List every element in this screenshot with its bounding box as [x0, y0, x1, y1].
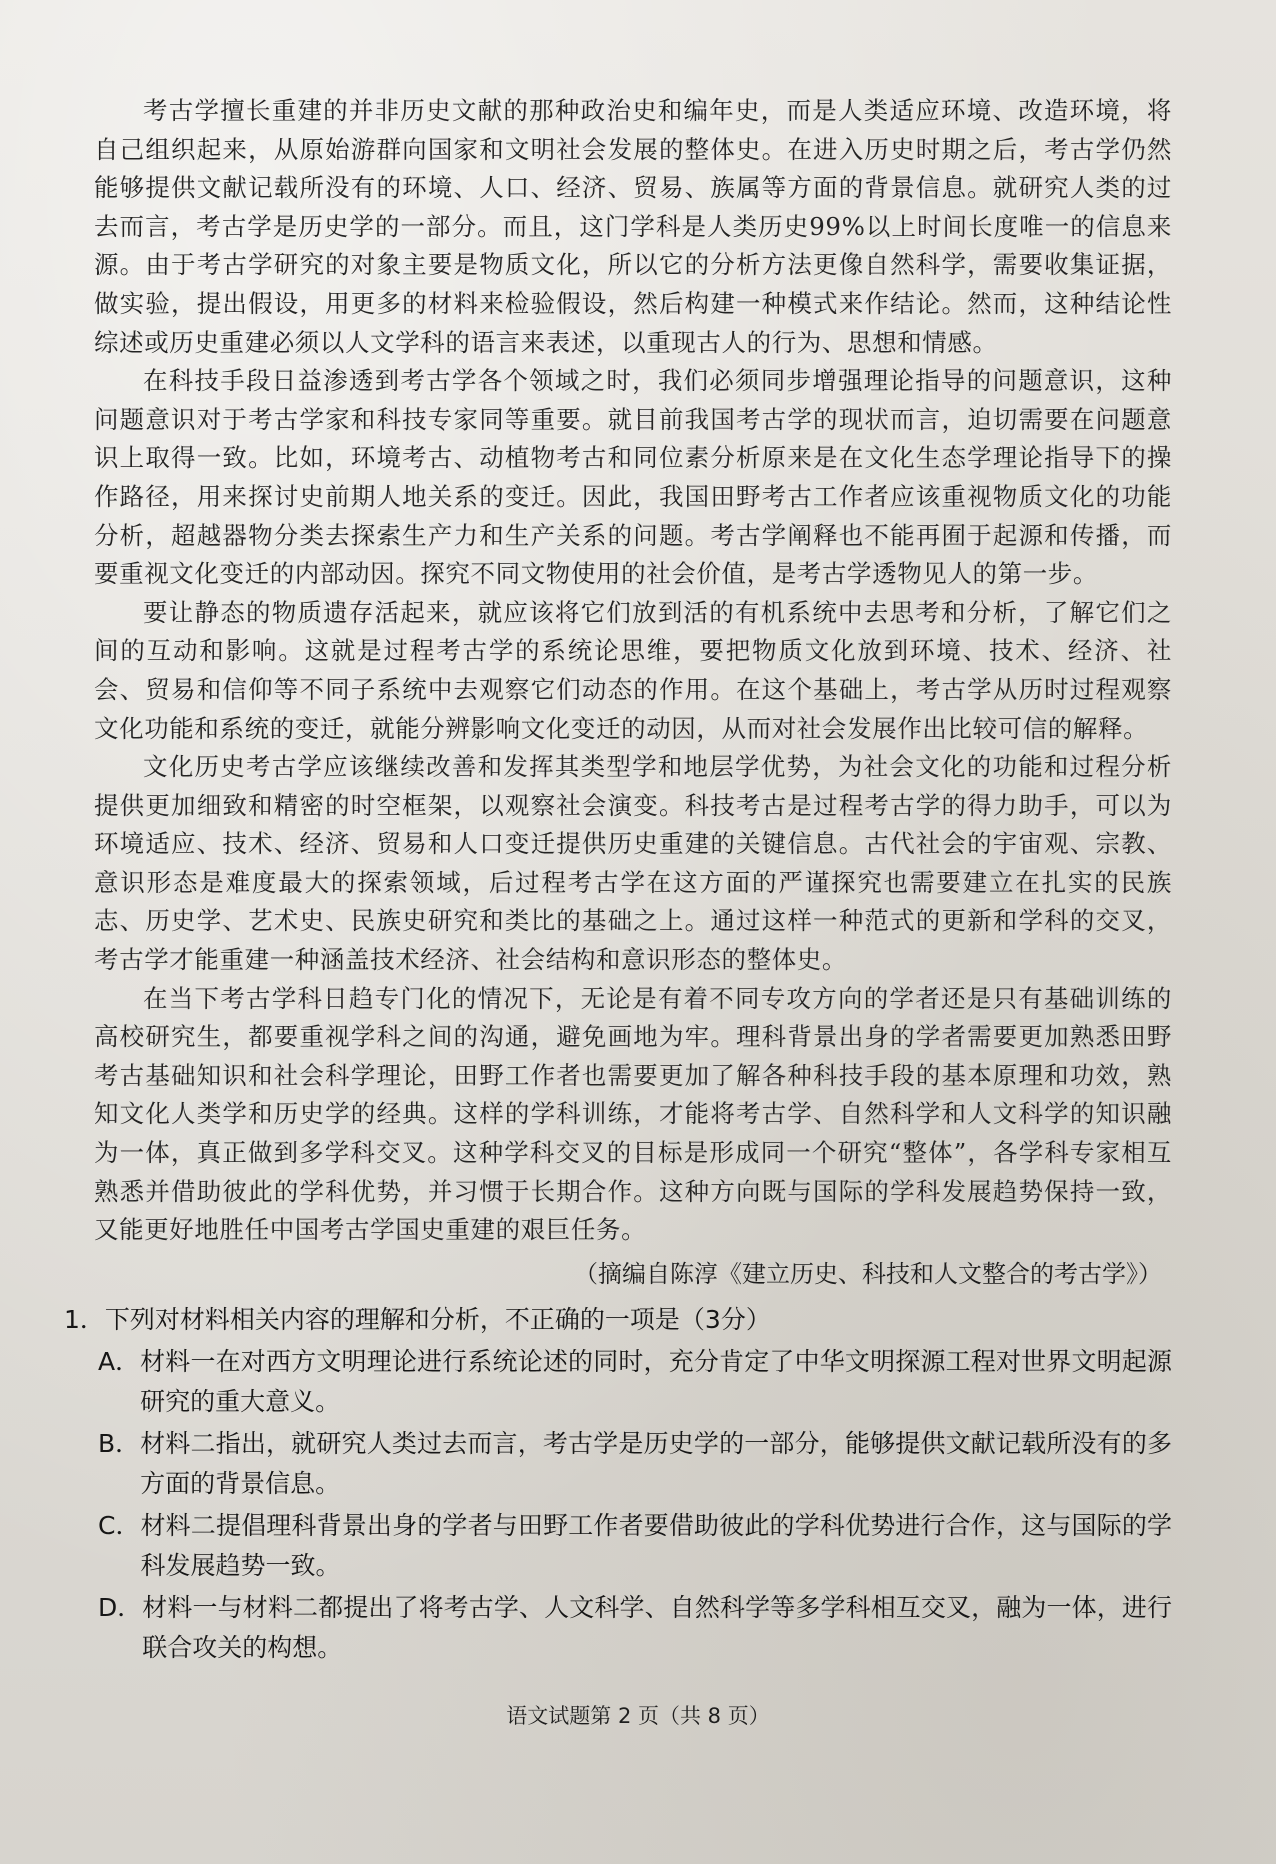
- passage-paragraph-2: 在科技手段日益渗透到考古学各个领域之时，我们必须同步增强理论指导的问题意识，这种问题意识对于考古学家和科技专家同等重要。就目前我国考古学的现状而言，迫切需要在问题意识上取得一致。比如，环境考古、动植物考古和同位素分析原来是在文化生态学理论指导下的操作路径，用来探讨史前期人地关系的变迁。因此，我国田野考古工作者应该重视物质文化的功能分析，超越器物分类去探索生产力和生产关系的问题。考古学阐释也不能再囿于起源和传播，而要重视文化变迁的内部动因。探究不同文物使用的社会价值，是考古学透物见人的第一步。: [94, 366, 1172, 589]
- question-stem: 1．下列对材料相关内容的理解和分析，不正确的一项是（3分）: [64, 1304, 771, 1334]
- option-text: 材料二指出，就研究人类过去而言，考古学是历史学的一部分，能够提供文献记载所没有的多方面的背景信息。: [140, 1428, 1172, 1498]
- option-a: [98, 1342, 1172, 1422]
- option-text: 材料一与材料二都提出了将考古学、人文科学、自然科学等多学科相互交叉，融为一体，进行联合攻关的构想。: [142, 1592, 1172, 1662]
- passage-source: （摘编自陈淳《建立历史、科技和人文整合的考古学》）: [574, 1259, 1162, 1288]
- option-letter: D．: [98, 1592, 143, 1622]
- option-letter: C．: [98, 1510, 141, 1540]
- option-text: 材料二提倡理科背景出身的学者与田野工作者要借助彼此的学科优势进行合作，这与国际的学科发展趋势一致。: [140, 1510, 1172, 1580]
- page-footer: 语文试题第 2 页（共 8 页）: [506, 1704, 770, 1728]
- option-letter: A．: [98, 1346, 141, 1376]
- option-b: [98, 1424, 1172, 1504]
- passage-paragraph-3: 要让静态的物质遗存活起来，就应该将它们放到活的有机系统中去思考和分析，了解它们之间的互动和影响。这就是过程考古学的系统论思维，要把物质文化放到环境、技术、经济、社会、贸易和信仰等不同子系统中去观察它们动态的作用。在这个基础上，考古学从历时过程观察文化功能和系统的变迁，就能分辨影响文化变迁的动因，从而对社会发展作出比较可信的解释。: [94, 597, 1172, 743]
- passage-paragraph-4: 文化历史考古学应该继续改善和发挥其类型学和地层学优势，为社会文化的功能和过程分析提供更加细致和精密的时空框架，以观察社会演变。科技考古是过程考古学的得力助手，可以为环境适应、技术、经济、贸易和人口变迁提供历史重建的关键信息。古代社会的宇宙观、宗教、意识形态是难度最大的探索领域，后过程考古学在这方面的严谨探究也需要建立在扎实的民族志、历史学、艺术史、民族史研究和类比的基础之上。通过这样一种范式的更新和学科的交叉，考古学才能重建一种涵盖技术经济、社会结构和意识形态的整体史。: [94, 752, 1172, 975]
- passage-paragraph-1: 考古学擅长重建的并非历史文献的那种政治史和编年史，而是人类适应环境、改造环境，将自己组织起来，从原始游群向国家和文明社会发展的整体史。在进入历史时期之后，考古学仍然能够提供文献记载所没有的环境、人口、经济、贸易、族属等方面的背景信息。就研究人类的过去而言，考古学是历史学的一部分。而且，这门学科是人类历史99%以上时间长度唯一的信息来源。由于考古学研究的对象主要是物质文化，所以它的分析方法更像自然科学，需要收集证据，做实验，提出假设，用更多的材料来检验假设，然后构建一种模式来作结论。然而，这种结论性综述或历史重建必须以人文学科的语言来表述，以重现古人的行为、思想和情感。: [94, 96, 1172, 357]
- option-d: [98, 1588, 1172, 1668]
- passage-paragraph-5: 在当下考古学科日趋专门化的情况下，无论是有着不同专攻方向的学者还是只有基础训练的高校研究生，都要重视学科之间的沟通，避免画地为牢。理科背景出身的学者需要更加熟悉田野考古基础知识和社会科学理论，田野工作者也需要更加了解各种科技手段的基本原理和功效，熟知文化人类学和历史学的经典。这样的学科训练，才能将考古学、自然科学和人文科学的知识融为一体，真正做到多学科交叉。这种学科交叉的目标是形成同一个研究“整体”，各学科专家相互熟悉并借助彼此的学科优势，并习惯于长期合作。这种方向既与国际的学科发展趋势保持一致，又能更好地胜任中国考古学国史重建的艰巨任务。: [94, 983, 1172, 1245]
- option-letter: B．: [98, 1428, 141, 1458]
- option-text: 材料一在对西方文明理论进行系统论述的同时，充分肯定了中华文明探源工程对世界文明起源研究的重大意义。: [140, 1346, 1172, 1416]
- option-c: [98, 1506, 1172, 1586]
- reading-passage: [94, 92, 1172, 1250]
- question-1: [64, 1300, 1172, 1668]
